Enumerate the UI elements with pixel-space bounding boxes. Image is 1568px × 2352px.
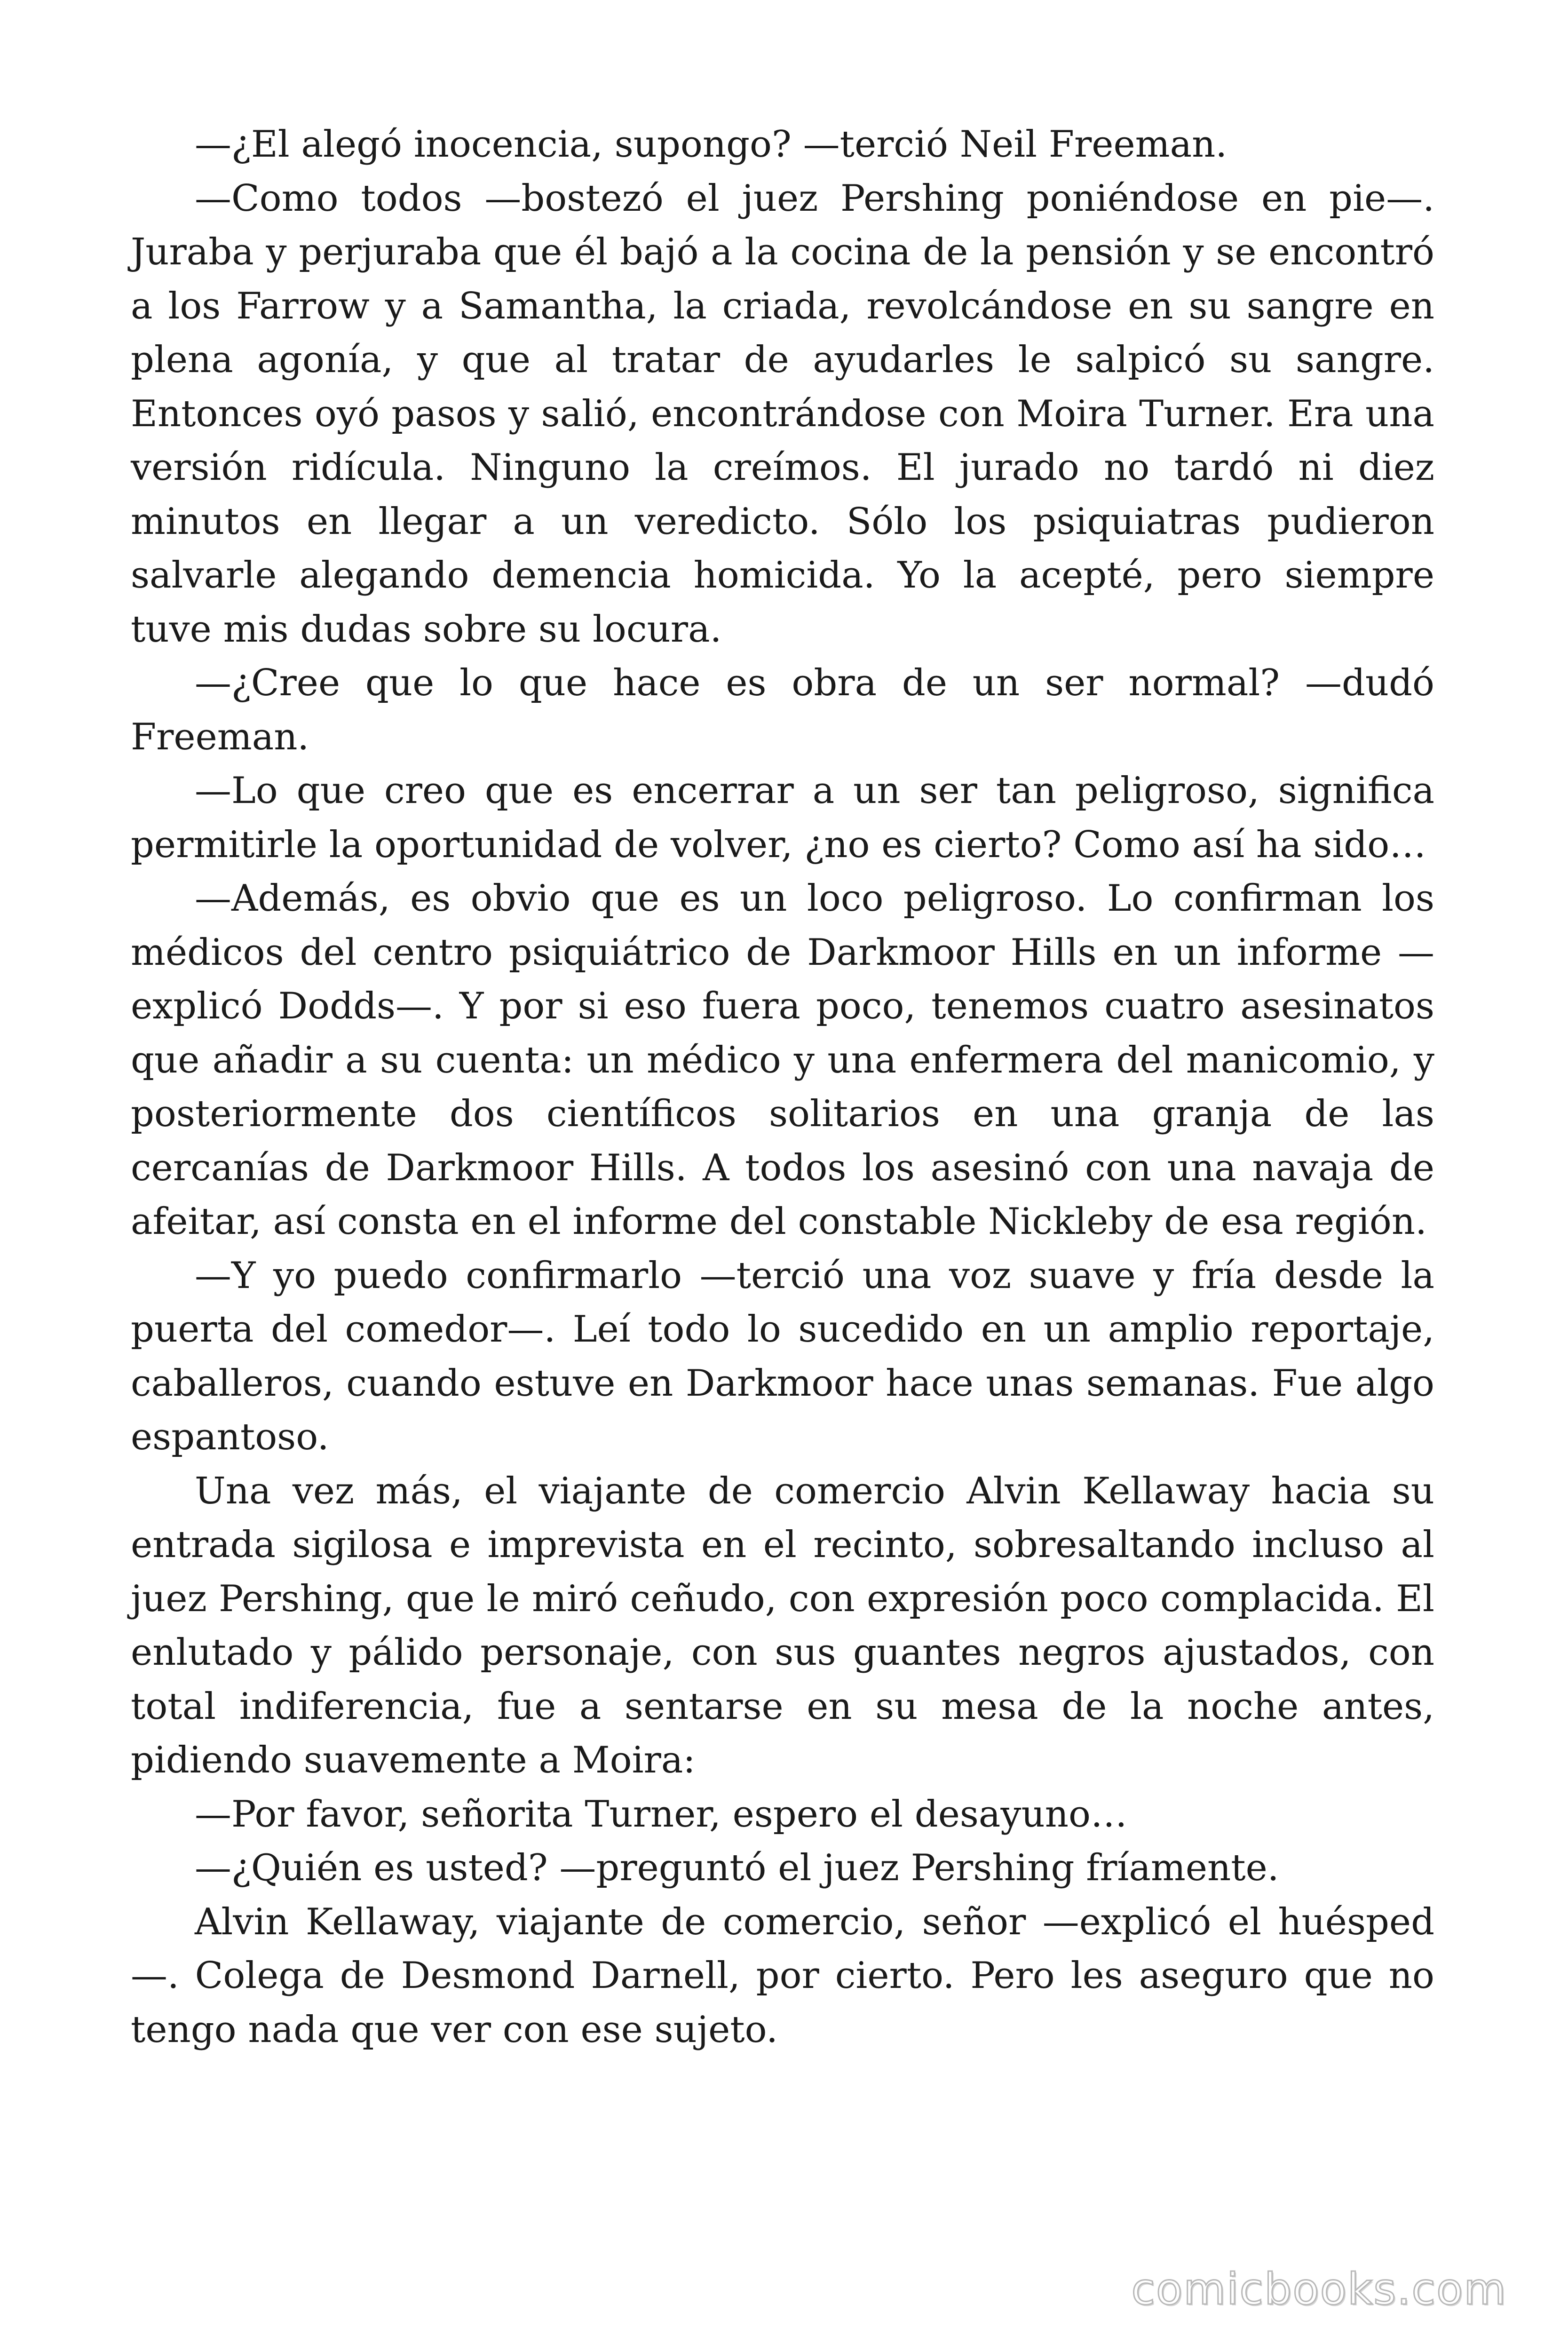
- paragraph: —Y yo puedo confirmarlo —terció una voz suave y fría desde la puerta del comedor—. Leí todo lo sucedido en un amplio reportaje, caballeros, cuando estuve en Darkmoor hace unas semanas. Fue algo espantoso.: [131, 1254, 1434, 1458]
- paragraph: —¿Cree que lo que hace es obra de un ser normal? —dudó Freeman.: [131, 662, 1434, 758]
- paragraph: —Como todos —bostezó el juez Pershing poniéndose en pie—. Juraba y perjuraba que él bajó a la cocina de la pensión y se encontró a los Farrow y a Samantha, la criada, revolcándose en su sangre en plena agonía, y que al tratar de ayudarles le salpicó su sangre. Entonces oyó pasos y salió, encontrándose con Moira Turner. Era una versión ridícula. Ninguno la creímos. El jurado no tardó ni diez minutos en llegar a un veredicto. Sólo los psiquiatras pudieron salvarle alegando demencia homicida. Yo la acepté, pero siempre tuve mis dudas sobre su locura.: [131, 177, 1434, 651]
- paragraph: —¿Quién es usted? —preguntó el juez Pershing fríamente.: [195, 1847, 1279, 1889]
- paragraph: Una vez más, el viajante de comercio Alvin Kellaway hacia su entrada sigilosa e imprevista en el recinto, sobresaltando incluso al juez Pershing, que le miró ceñudo, con expresión poco complacida. El enlutado y pálido personaje, con sus guantes negros ajustados, con total indiferencia, fue a sentarse en su mesa de la noche antes, pidiendo suavemente a Moira:: [131, 1470, 1434, 1781]
- body-text: [131, 118, 1434, 2057]
- paragraph: —Además, es obvio que es un loco peligroso. Lo confirman los médicos del centro psiquiátrico de Darkmoor Hills en un informe —explicó Dodds—. Y por si eso fuera poco, tenemos cuatro asesinatos que añadir a su cuenta: un médico y una enfermera del manicomio, y posteriormente dos científicos solitarios en una granja de las cercanías de Darkmoor Hills. A todos los asesinó con una navaja de afeitar, así consta en el informe del constable Nickleby de esa región.: [131, 877, 1434, 1243]
- paragraph: —Por favor, señorita Turner, espero el desayuno…: [195, 1793, 1127, 1836]
- watermark: comicbooks.com: [1131, 2264, 1507, 2314]
- paragraph: Alvin Kellaway, viajante de comercio, señor —explicó el huésped—. Colega de Desmond Darnell, por cierto. Pero les aseguro que no tengo nada que ver con ese sujeto.: [131, 1900, 1434, 2051]
- paragraph: —Lo que creo que es encerrar a un ser tan peligroso, significa permitirle la oportunidad de volver, ¿no es cierto? Como así ha sido…: [131, 770, 1434, 866]
- paragraph: —¿El alegó inocencia, supongo? —terció Neil Freeman.: [195, 123, 1227, 166]
